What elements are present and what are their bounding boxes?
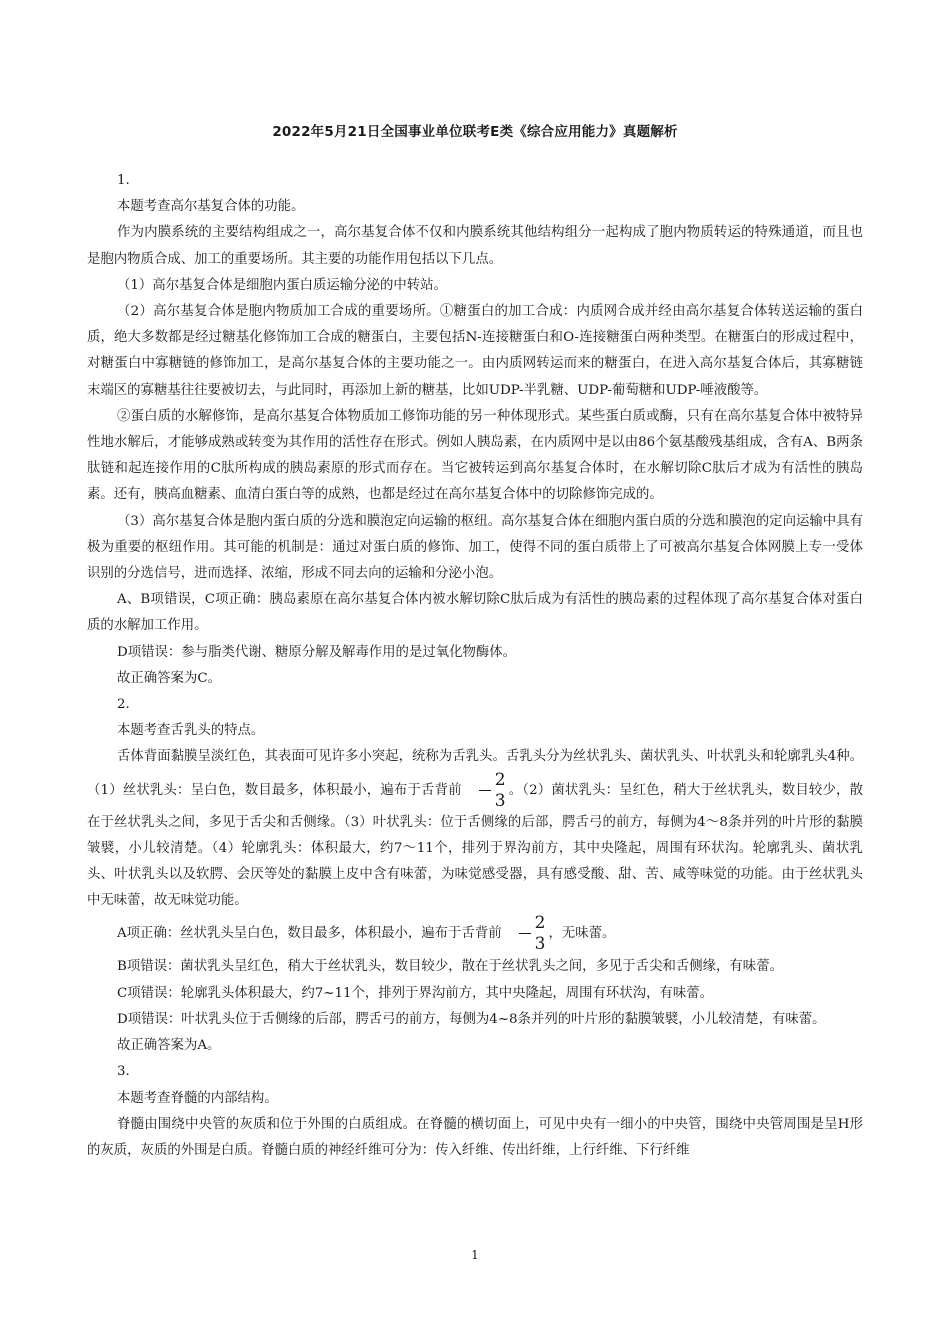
paragraph: ②蛋白质的水解修饰，是高尔基复合体物质加工修饰功能的另一种体现形式。某些蛋白质或酶，只有在高尔基复合体中被特异性地水解后，才能够成熟或转变为其作用的活性存在形式。例如人胰岛素，在内质网中是以由86个氨基酸残基组成，含有A、B两条肽链和起连接作用的C肽所构成的胰岛素原的形式而存在。当它被转运到高尔基复合体时，在水解切除C肽后才成为有活性的胰岛素。还有，胰高血糖素、血清白蛋白等的成熟，也都是经过在高尔基复合体中的切除修饰完成的。 <box>87 408 863 503</box>
document-body <box>87 168 863 1164</box>
fraction-numerator: 2 <box>494 769 506 790</box>
document-title: 2022年5月21日全国事业单位联考E类《综合应用能力》真题解析 <box>272 124 678 140</box>
option-explanation: D项错误：叶状乳头位于舌侧缘的后部，腭舌弓的前方，每侧为4~8条并列的叶片形的黏膜皱襞，小儿较清楚，有味蕾。 <box>117 1011 826 1027</box>
option-explanation <box>87 914 863 954</box>
paragraph-text: 。（2）菌状乳头：呈红色，稍大于丝状乳头，数目较少，散在于丝状乳头之间，多见于舌尖和舌侧缘。（3）叶状乳头：位于舌侧缘的后部，腭舌弓的前方，每侧为4～8条并列的叶片形的黏膜皱襞，小儿较清楚。（4）轮廓乳头：体积最大，约7～11个，排列于界沟前方，其中央隆起，周围有环状沟。轮廓乳头、菌状乳头、叶状乳头以及软腭、会厌等处的黏膜上皮中含有味蕾，为味觉感受器，具有感受酸、甜、苦、咸等味觉的功能。由于丝状乳头中无味蕾，故无味觉功能。 <box>87 782 863 909</box>
paragraph: （2）高尔基复合体是胞内物质加工合成的重要场所。①糖蛋白的加工合成：内质网合成并经由高尔基复合体转送运输的蛋白质，绝大多数都是经过糖基化修饰加工合成的糖蛋白，主要包括N-连接糖蛋白和O-连接糖蛋白两种类型。在糖蛋白的形成过程中，对糖蛋白中寡糖链的修饰加工，是高尔基复合体的主要功能之一。由内质网转运而来的糖蛋白，在进入高尔基复合体后，其寡糖链末端区的寡糖基往往要被切去，与此同时，再添加上新的糖基，比如UDP-半乳糖、UDP-葡萄糖和UDP-唾液酸等。 <box>87 304 863 398</box>
fraction-bar <box>519 933 531 934</box>
question-number: 1. <box>117 173 130 188</box>
option-explanation: D项错误：参与脂类代谢、糖原分解及解毒作用的是过氧化物酶体。 <box>117 644 517 660</box>
answer-line: 故正确答案为A。 <box>117 1038 221 1054</box>
paragraph: （3）高尔基复合体是胞内蛋白质的分选和膜泡定向运输的枢纽。高尔基复合体在细胞内蛋白质的分选和膜泡的定向运输中具有极为重要的枢纽作用。其可能的机制是：通过对蛋白质的修饰、加工，使得不同的蛋白质带上了可被高尔基复合体网膜上专一受体识别的分选信号，进而选择、浓缩，形成不同去向的运输和分泌小泡。 <box>87 513 863 582</box>
question-topic: 本题考查脊髓的内部结构。 <box>117 1090 278 1106</box>
fraction-two-thirds <box>465 771 506 810</box>
fraction-denominator: 3 <box>534 934 546 955</box>
paragraph: 脊髓由围绕中央管的灰质和位于外围的白质组成。在脊髓的横切面上，可见中央有一细小的中央管，围绕中央管周围是呈H形的灰质，灰质的外围是白质。脊髓白质的神经纤维可分为：传入纤维、传出纤维，上行纤维、下行纤维 <box>87 1116 863 1158</box>
option-text: A项正确：丝状乳头呈白色，数目最多，体积最小，遍布于舌背前 <box>117 926 502 942</box>
paragraph: 作为内膜系统的主要结构组成之一，高尔基复合体不仅和内膜系统其他结构组分一起构成了胞内物质转运的特殊通道，而且也是胞内物质合成、加工的重要场所。其主要的功能作用包括以下几点。 <box>87 225 863 267</box>
option-explanation: C项错误：轮廓乳头体积最大，约7~11个，排列于界沟前方，其中央隆起，周围有环状沟，有味蕾。 <box>117 985 714 1001</box>
option-explanation: A、B项错误，C项正确：胰岛素原在高尔基复合体内被水解切除C肽后成为有活性的胰岛素的过程体现了高尔基复合体对蛋白质的水解加工作用。 <box>87 592 863 634</box>
question-number: 2. <box>117 697 130 713</box>
question-topic: 本题考查舌乳头的特点。 <box>117 723 265 739</box>
fraction-bar <box>479 790 491 791</box>
fraction-numerator: 2 <box>534 913 546 934</box>
page-number: 1 <box>471 1248 479 1262</box>
paragraph <box>87 744 863 914</box>
fraction-denominator: 3 <box>494 790 506 811</box>
paragraph-text: 舌体背面黏膜呈淡红色，其表面可见许多小突起，统称为舌乳头。舌乳头分为丝状乳头、菌状乳头、叶状乳头和轮廓乳头4种。（1）丝状乳头：呈白色，数目最多，体积最小，遍布于舌背前 <box>87 749 863 798</box>
fraction-two-thirds <box>505 914 546 953</box>
option-text: ，无味蕾。 <box>548 926 616 942</box>
option-explanation: B项错误：菌状乳头呈红色，稍大于丝状乳头，数目较少，散在于丝状乳头之间，多见于舌尖和舌侧缘，有味蕾。 <box>117 959 783 975</box>
answer-line: 故正确答案为C。 <box>117 670 221 686</box>
paragraph: （1）高尔基复合体是细胞内蛋白质运输分泌的中转站。 <box>117 277 447 293</box>
question-topic: 本题考查高尔基复合体的功能。 <box>117 199 305 215</box>
question-number: 3. <box>117 1064 130 1080</box>
